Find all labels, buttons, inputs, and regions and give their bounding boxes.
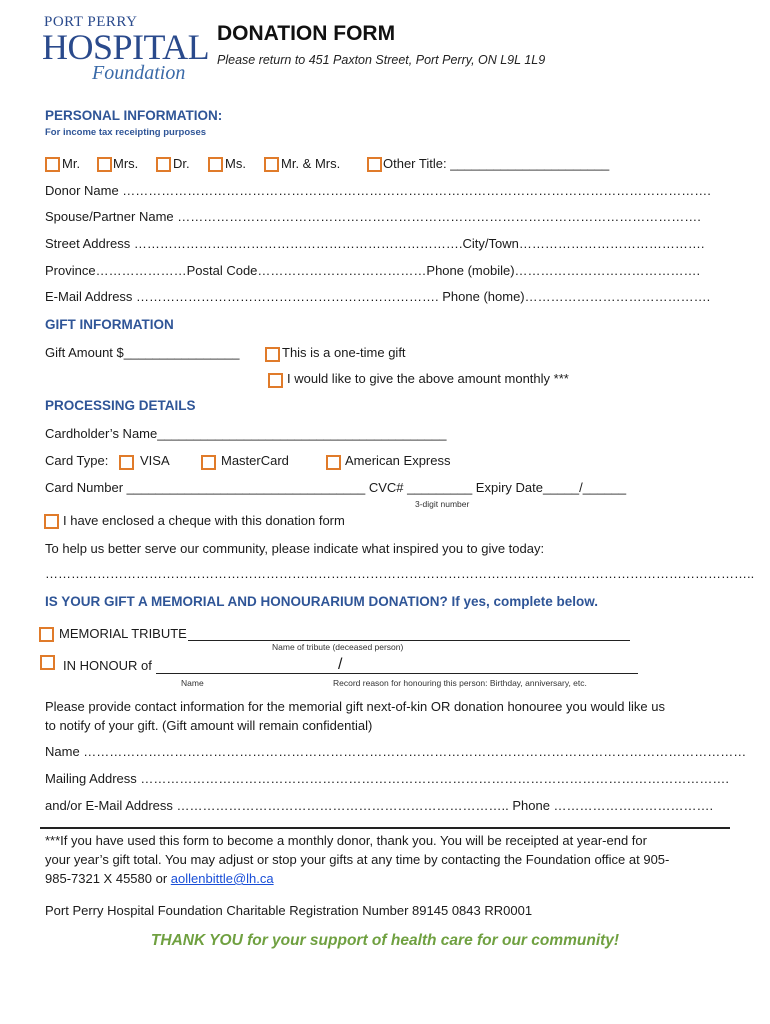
contact-name-field[interactable]: Name ……………………………………………………………………………………………………………………………………… [45,744,747,759]
in-honour-label: IN HONOUR of [63,658,152,673]
cvc-note: 3-digit number [415,499,470,509]
ms-checkbox[interactable] [208,157,223,172]
dr-label: Dr. [173,156,190,171]
monthly-gift-label: I would like to give the above amount monthly *** [287,371,569,386]
monthly-donor-note-3 [45,871,274,886]
street-city-field[interactable]: Street Address ………………………………………………………………….City/Town……………………………………. [45,236,705,251]
contact-info-text-1: Please provide contact information for the memorial gift next-of-kin OR donation honouree you would like us [45,699,665,714]
mrs-label: Mrs. [113,156,139,171]
visa-label: VISA [140,453,170,468]
personal-info-heading: PERSONAL INFORMATION: [45,108,223,123]
tax-receipt-note: For income tax receipting purposes [45,127,207,138]
province-postal-phone-field[interactable]: Province…………………Postal Code…………………………………Phone (mobile)……………………………………. [45,263,701,278]
mr-and-mrs-checkbox[interactable] [264,157,279,172]
foundation-email-link[interactable]: aollenbittle@lh.ca [170,871,274,886]
gift-amount-field[interactable]: Gift Amount $________________ [45,345,240,360]
dr-checkbox[interactable] [156,157,171,172]
thank-you-message: THANK YOU for your support of health care for our community! [150,932,620,949]
registration-number: Port Perry Hospital Foundation Charitable Registration Number 89145 0843 RR0001 [45,903,533,918]
return-address: Please return to 451 Paxton Street, Port Perry, ON L9L 1L9 [217,53,546,67]
mastercard-label: MasterCard [221,453,289,468]
mastercard-checkbox[interactable] [201,455,216,470]
card-type-label: Card Type: [45,453,109,468]
cheque-label: I have enclosed a cheque with this donation form [63,513,345,528]
logo-foundation: Foundation [92,62,186,84]
tribute-name-note: Name of tribute (deceased person) [272,642,404,652]
monthly-gift-checkbox[interactable] [268,373,283,388]
mr-label: Mr. [62,156,81,171]
inspired-question: To help us better serve our community, please indicate what inspired you to give today: [45,541,545,556]
phone-extension-text: 985-7321 X 45580 or [45,871,168,886]
contact-email-phone-field[interactable]: and/or E-Mail Address ………………………………………………………………….. Phone ………………………………. [45,798,714,813]
in-honour-checkbox[interactable] [40,655,55,670]
gift-info-heading: GIFT INFORMATION [45,317,174,332]
amex-label: American Express [345,453,451,468]
memorial-tribute-line[interactable] [188,640,630,641]
monthly-donor-note-1: ***If you have used this form to become a monthly donor, thank you. You will be receipted at year-end for [45,833,647,848]
one-time-gift-checkbox[interactable] [265,347,280,362]
spouse-name-field[interactable]: Spouse/Partner Name …………………………………………………………………………………………………………. [45,209,701,224]
contact-info-text-2: to notify of your gift. (Gift amount will remain confidential) [45,718,373,733]
in-honour-line[interactable] [156,673,638,674]
mr-and-mrs-label: Mr. & Mrs. [281,156,341,171]
processing-heading: PROCESSING DETAILS [45,398,196,413]
one-time-gift-label: This is a one-time gift [282,345,406,360]
form-title: DONATION FORM [217,22,396,45]
cardholder-name-field[interactable]: Cardholder’s Name________________________________________ [45,426,447,441]
cheque-checkbox[interactable] [44,514,59,529]
honour-slash: / [338,656,343,673]
ms-label: Ms. [225,156,246,171]
mrs-checkbox[interactable] [97,157,112,172]
logo-hospital: HOSPITAL [42,27,210,67]
memorial-heading: IS YOUR GIFT A MEMORIAL AND HONOURARIUM DONATION? If yes, complete below. [45,594,599,609]
memorial-tribute-label: MEMORIAL TRIBUTE [59,626,187,641]
mailing-address-field[interactable]: Mailing Address ………………………………………………………………………………………………………………………. [45,771,729,786]
visa-checkbox[interactable] [119,455,134,470]
email-phone-field[interactable]: E-Mail Address ……………………………………………………………. Phone (home)……………………………………. [45,289,711,304]
footer-divider [40,827,730,829]
honour-name-note: Name [181,678,204,688]
amex-checkbox[interactable] [326,455,341,470]
mr-checkbox[interactable] [45,157,60,172]
memorial-tribute-checkbox[interactable] [39,627,54,642]
logo-port-perry: PORT PERRY [44,14,138,30]
donor-name-field[interactable]: Donor Name ………………………………………………………………………………………………………………………. [45,183,711,198]
other-title-checkbox[interactable] [367,157,382,172]
monthly-donor-note-2: your year’s gift total. You may adjust or stop your gifts at any time by contacting the Foundation office at 905- [45,852,670,867]
honour-reason-note: Record reason for honouring this person: Birthday, anniversary, etc. [333,678,587,688]
other-title-field[interactable]: Other Title: ______________________ [383,156,610,171]
card-number-cvc-expiry-field[interactable]: Card Number _________________________________ CVC# _________ Expiry Date_____/______ [45,480,627,495]
inspired-answer-field[interactable]: ……………………………………………………………………………………………………………………………………………….. [45,566,755,581]
